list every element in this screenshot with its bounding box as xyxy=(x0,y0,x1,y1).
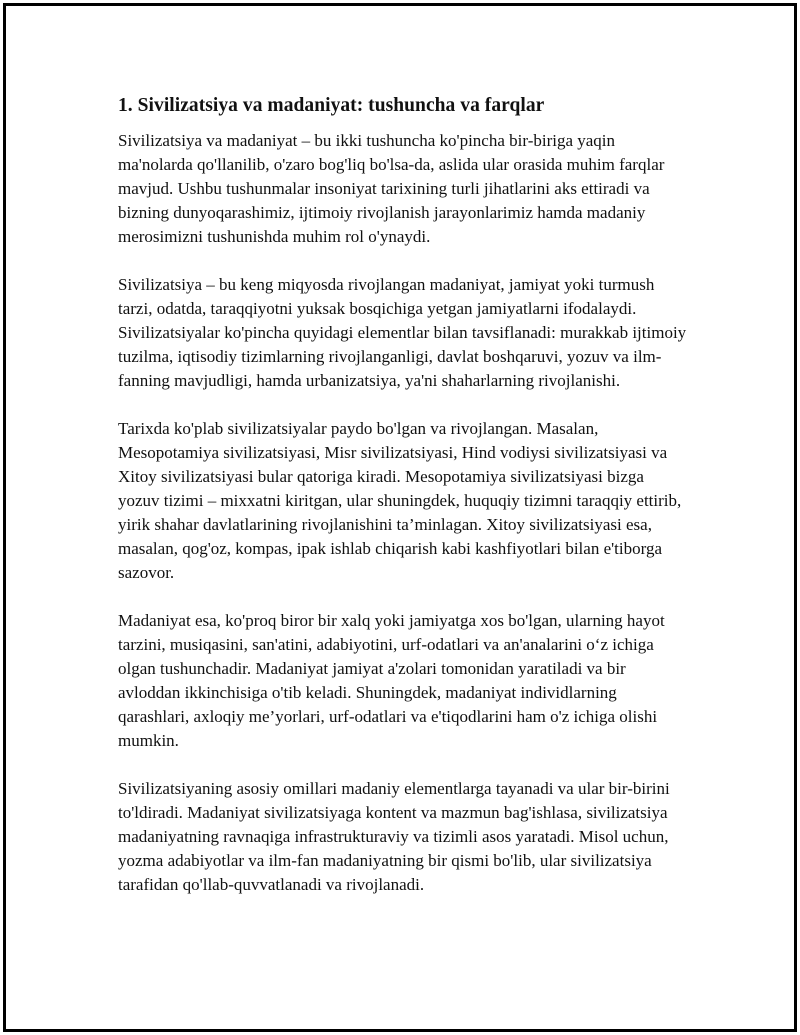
paragraph-1: Sivilizatsiya va madaniyat – bu ikki tushuncha ko'pincha bir-biriga yaqin ma'nolarda qo'llanilib, o'zaro bog'liq bo'lsa-da, aslida ular orasida muhim farqlar mavjud. Ushbu tushunmalar insoniyat tarixining turli jihatlarini aks ettiradi va bizning dunyoqarashimiz, ijtimoiy rivojlanish jarayonlarimiz hamda madaniy merosimizni tushunishda muhim rol o'ynaydi. xyxy=(118,131,665,246)
paragraph-3: Tarixda ko'plab sivilizatsiyalar paydo bo'lgan va rivojlangan. Masalan, Mesopotamiya sivilizatsiyasi, Misr sivilizatsiyasi, Hind vodiysi sivilizatsiyasi va Xitoy sivilizatsiyasi bular qatoriga kiradi. Mesopotamiya sivilizatsiyasi bizga yozuv tizimi – mixxatni kiritgan, ular shuningdek, huquqiy tizimni taraqqiy ettirib, yirik shahar davlatlarining rivojlanishini ta’minlagan. Xitoy sivilizatsiyasi esa, masalan, qog'oz, kompas, ipak ishlab chiqarish kabi kashfiyotlari bilan e'tiborga sazovor. xyxy=(118,419,682,582)
paragraph-5: Sivilizatsiyaning asosiy omillari madaniy elementlarga tayanadi va ular bir-birini to'ldiradi. Madaniyat sivilizatsiyaga kontent va mazmun bag'ishlasa, sivilizatsiya madaniyatning ravnaqiga infrastrukturaviy va tizimli asos yaratadi. Misol uchun, yozma adabiyotlar va ilm-fan madaniyatning bir qismi bo'lib, ular sivilizatsiya tarafidan qo'llab-quvvatlanadi va rivojlanadi. xyxy=(118,779,670,894)
paragraph-4: Madaniyat esa, ko'proq biror bir xalq yoki jamiyatga xos bo'lgan, ularning hayot tarzini, musiqasini, san'atini, adabiyotini, urf-odatlari va an'analarini o‘z ichiga olgan tushunchadir. Madaniyat jamiyat a'zolari tomonidan yaratiladi va bir avloddan ikkinchisiga o'tib keladi. Shuningdek, madaniyat individlarning qarashlari, axloqiy me’yorlari, urf-odatlari va e'tiqodlarini ham o'z ichiga olishi mumkin. xyxy=(118,611,665,750)
document-body xyxy=(118,93,688,921)
paragraph-2: Sivilizatsiya – bu keng miqyosda rivojlangan madaniyat, jamiyat yoki turmush tarzi, odatda, taraqqiyotni yuksak bosqichiga yetgan jamiyatlarni ifodalaydi. Sivilizatsiyalar ko'pincha quyidagi elementlar bilan tavsiflanadi: murakkab ijtimoiy tuzilma, iqtisodiy tizimlarning rivojlanganligi, davlat boshqaruvi, yozuv va ilm-fanning mavjudligi, hamda urbanizatsiya, ya'ni shaharlarning rivojlanishi. xyxy=(118,275,687,390)
section-heading: 1. Sivilizatsiya va madaniyat: tushuncha va farqlar xyxy=(118,95,545,116)
